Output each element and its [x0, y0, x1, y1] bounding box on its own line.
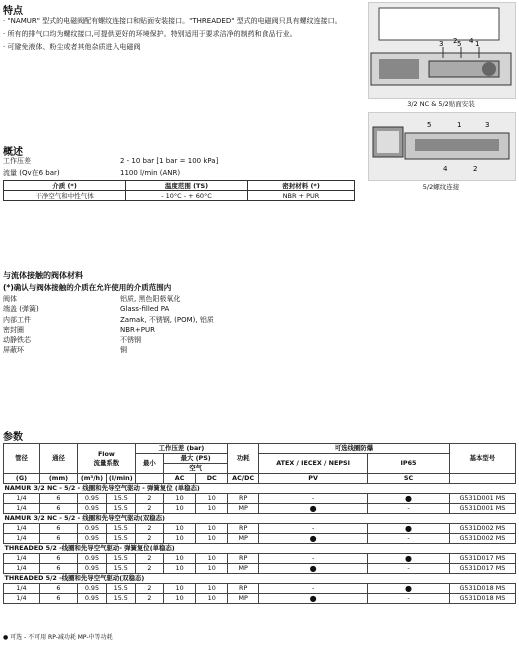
- table-cell: -: [368, 564, 450, 574]
- table-cell: ●: [368, 584, 450, 594]
- table-cell: 15.5: [106, 534, 135, 544]
- col-orifice: 通径: [39, 444, 77, 474]
- table-cell: 10: [164, 504, 196, 514]
- col-pressure: 工作压差 (bar): [135, 444, 228, 454]
- material-value: NBR+PUR: [120, 325, 155, 334]
- table-cell: 10: [196, 554, 228, 564]
- table-cell: G531D001 MS: [449, 494, 515, 504]
- col-air: 空气: [164, 464, 228, 474]
- table-row: [4, 534, 516, 544]
- table-cell: 2: [135, 504, 163, 514]
- col-basic: 基本型号: [449, 444, 515, 474]
- table-cell: RP: [228, 524, 259, 534]
- table-cell: 6: [39, 594, 77, 604]
- table-cell: 10: [196, 494, 228, 504]
- section-row: [4, 574, 516, 584]
- table-cell: 6: [39, 494, 77, 504]
- section-row: [4, 484, 516, 494]
- valve-drawing-bottom: [369, 113, 515, 180]
- col-max: 最大 (PS): [164, 454, 228, 464]
- material-label: 端盖 (弹簧): [3, 305, 39, 314]
- unit-acdc: AC/DC: [228, 474, 259, 484]
- valve-caption-bottom: 5/2螺纹连接: [422, 183, 460, 191]
- features-list: [3, 16, 355, 53]
- table-cell: ●: [259, 594, 368, 604]
- table-cell: 10: [196, 594, 228, 604]
- flow-coefficient-label: 流量系数: [93, 458, 120, 467]
- table-cell: -: [259, 584, 368, 594]
- params-heading: 参数: [3, 432, 23, 443]
- table-cell: 10: [164, 584, 196, 594]
- unit-ac: AC: [164, 474, 196, 484]
- seal-value: NBR + PUR: [248, 191, 355, 201]
- table-cell: RP: [228, 584, 259, 594]
- overview-value-flow: 1100 l/min (ANR): [120, 169, 181, 177]
- feature-bullet: · "NAMUR" 型式的电磁阀配有螺纹连接口和贴面安装接口。"THREADED" 型式的电磁阀只具有螺纹连接口。: [3, 17, 342, 25]
- port-number: 2: [453, 37, 458, 45]
- port-number: 4: [469, 37, 474, 45]
- material-label: 内部工件: [3, 315, 31, 324]
- material-label: 密封圈: [3, 325, 24, 334]
- table-cell: -: [259, 524, 368, 534]
- table-cell: G531D002 MS: [449, 524, 515, 534]
- col-flow: [78, 444, 136, 474]
- overview-label-flow: 流量 (Qv在6 bar): [3, 169, 60, 177]
- table-cell: 15.5: [106, 504, 135, 514]
- table-cell: 6: [39, 504, 77, 514]
- params-body: [4, 484, 516, 604]
- media-value: 干净空气和中性气体: [4, 191, 126, 201]
- port-number: 3: [485, 121, 490, 129]
- table-cell: G531D001 MS: [449, 504, 515, 514]
- table-cell: G531D002 MS: [449, 534, 515, 544]
- port-number: 3: [439, 40, 444, 48]
- table-cell: MP: [228, 504, 259, 514]
- table-row: [4, 554, 516, 564]
- table-cell: MP: [228, 594, 259, 604]
- table-cell: 1/4: [4, 504, 40, 514]
- table-cell: 10: [164, 524, 196, 534]
- material-value: 铜: [120, 346, 127, 355]
- temperature-header: 温度范围 (TS): [126, 181, 248, 191]
- col-power: 功耗: [228, 444, 259, 474]
- table-cell: -: [259, 494, 368, 504]
- unit-lmin: (l/min): [106, 474, 135, 484]
- section-title: THREADED 5/2 -线圈和先导空气驱动(双稳态): [4, 574, 516, 584]
- material-value: 铝质, 黑色阳极氧化: [120, 295, 181, 303]
- col-ip65: IP65: [368, 454, 450, 474]
- col-min: 最小: [135, 454, 163, 474]
- table-cell: ●: [259, 504, 368, 514]
- table-row: [4, 524, 516, 534]
- section-title: NAMUR 3/2 NC - 5/2 - 线圈和先导空气驱动(双稳态): [4, 514, 516, 524]
- table-cell: -: [368, 534, 450, 544]
- table-cell: 15.5: [106, 494, 135, 504]
- table-cell: G531D017 MS: [449, 554, 515, 564]
- table-cell: 6: [39, 554, 77, 564]
- media-table: [3, 180, 355, 201]
- valve-caption-top: 3/2 NC & 5/2贴面安装: [407, 100, 475, 108]
- table-cell: 2: [135, 554, 163, 564]
- table-cell: 2: [135, 594, 163, 604]
- feature-bullet: · 可避免液体、粉尘或者其他杂质进入电磁阀: [3, 43, 141, 51]
- table-cell: ●: [368, 554, 450, 564]
- table-cell: 1/4: [4, 524, 40, 534]
- table-cell: 1/4: [4, 534, 40, 544]
- table-cell: 2: [135, 524, 163, 534]
- material-label: 动静铁芯: [3, 336, 31, 345]
- overview-value-pressure: 2 - 10 bar [1 bar = 100 kPa]: [120, 157, 219, 165]
- unit-kv: (m³/h): [78, 474, 107, 484]
- table-cell: 1/4: [4, 594, 40, 604]
- col-atex: ATEX / IECEX / NEPSI: [259, 454, 368, 474]
- overview-heading: 概述: [3, 147, 23, 158]
- valve-drawing-top: [369, 3, 515, 98]
- table-cell: RP: [228, 554, 259, 564]
- port-number: 1: [457, 121, 462, 129]
- media-header: 介质 (*): [4, 181, 126, 191]
- materials-subheading: (*)确认与阀体接触的介质在允许使用的介质范围内: [3, 283, 172, 292]
- section-row: [4, 514, 516, 524]
- table-cell: 1/4: [4, 564, 40, 574]
- seal-header: 密封材料 (*): [248, 181, 355, 191]
- table-cell: 1/4: [4, 494, 40, 504]
- table-cell: -: [368, 504, 450, 514]
- table-cell: G531D017 MS: [449, 564, 515, 574]
- table-cell: MP: [228, 534, 259, 544]
- unit-orifice: (mm): [39, 474, 77, 484]
- table-row: [4, 594, 516, 604]
- section-title: THREADED 5/2 -线圈和先导空气驱动- 弹簧复位(单稳态): [4, 544, 516, 554]
- table-cell: 10: [196, 564, 228, 574]
- table-cell: 0.95: [78, 594, 107, 604]
- table-cell: 1/4: [4, 554, 40, 564]
- table-row: [4, 564, 516, 574]
- table-cell: 15.5: [106, 564, 135, 574]
- table-cell: 1/4: [4, 584, 40, 594]
- table-cell: 10: [196, 534, 228, 544]
- unit-port: (G): [4, 474, 40, 484]
- flow-label: Flow: [97, 449, 115, 458]
- material-value: Glass-filled PA: [120, 305, 170, 314]
- table-cell: -: [259, 554, 368, 564]
- table-cell: 0.95: [78, 554, 107, 564]
- table-cell: 0.95: [78, 524, 107, 534]
- port-number: 1: [475, 40, 480, 48]
- features-heading: 特点: [3, 6, 23, 17]
- table-cell: 2: [135, 564, 163, 574]
- material-value: 不锈钢: [120, 336, 141, 345]
- table-cell: ●: [259, 564, 368, 574]
- section-title: NAMUR 3/2 NC - 5/2 - 线圈和先导空气驱动 - 弹簧复位 (单稳态): [4, 484, 516, 494]
- table-cell: 0.95: [78, 584, 107, 594]
- materials-heading: 与流体接触的阀体材料: [3, 271, 83, 280]
- table-cell: 6: [39, 584, 77, 594]
- table-cell: 10: [164, 594, 196, 604]
- table-cell: ●: [368, 494, 450, 504]
- col-enclosure: 可选线圈防爆: [259, 444, 450, 454]
- material-label: 屏蔽环: [3, 346, 24, 355]
- table-cell: 10: [164, 554, 196, 564]
- port-number: 5: [427, 121, 432, 129]
- table-cell: 0.95: [78, 494, 107, 504]
- table-row: [4, 494, 516, 504]
- materials-table: [3, 294, 214, 356]
- table-cell: ●: [368, 524, 450, 534]
- unit-pv: PV: [259, 474, 368, 484]
- table-cell: 2: [135, 534, 163, 544]
- table-cell: 6: [39, 524, 77, 534]
- table-cell: 10: [196, 584, 228, 594]
- section-row: [4, 544, 516, 554]
- valve-image-bottom: [368, 112, 516, 181]
- footnote: ● 可选 - 不可用 RP-减功耗 MP-中等功耗: [3, 634, 113, 641]
- table-cell: 10: [196, 524, 228, 534]
- table-cell: 6: [39, 564, 77, 574]
- table-cell: RP: [228, 494, 259, 504]
- material-label: 阀体: [3, 295, 17, 303]
- table-cell: G531D018 MS: [449, 594, 515, 604]
- material-value: Zamak, 不锈钢, (POM), 铝质: [120, 315, 214, 324]
- table-cell: 15.5: [106, 554, 135, 564]
- overview-label-pressure: 工作压差: [3, 157, 31, 165]
- table-cell: 10: [164, 564, 196, 574]
- table-cell: MP: [228, 564, 259, 574]
- port-number: 2: [473, 165, 478, 173]
- params-table: [3, 443, 516, 604]
- table-cell: 15.5: [106, 524, 135, 534]
- table-cell: 15.5: [106, 594, 135, 604]
- valve-image-top: [368, 2, 516, 99]
- table-cell: 15.5: [106, 584, 135, 594]
- table-cell: 2: [135, 584, 163, 594]
- table-cell: 10: [164, 494, 196, 504]
- port-number: 4: [443, 165, 448, 173]
- table-row: [4, 584, 516, 594]
- table-cell: -: [368, 594, 450, 604]
- feature-bullet: · 所有的排气口均为螺纹接口,可提供更好的环境保护。特别适用于要求洁净的制药和食品行业。: [3, 30, 297, 38]
- unit-sc: SC: [368, 474, 450, 484]
- table-cell: 0.95: [78, 534, 107, 544]
- table-cell: 2: [135, 494, 163, 504]
- table-cell: 10: [164, 534, 196, 544]
- table-cell: G531D018 MS: [449, 584, 515, 594]
- table-cell: ●: [259, 534, 368, 544]
- table-cell: 10: [196, 504, 228, 514]
- col-port: 管径: [4, 444, 40, 474]
- table-row: [4, 504, 516, 514]
- temperature-value: - 10°C - + 60°C: [126, 191, 248, 201]
- table-cell: 6: [39, 534, 77, 544]
- port-number: 5: [457, 40, 462, 48]
- unit-dc: DC: [196, 474, 228, 484]
- table-cell: 0.95: [78, 564, 107, 574]
- table-cell: 0.95: [78, 504, 107, 514]
